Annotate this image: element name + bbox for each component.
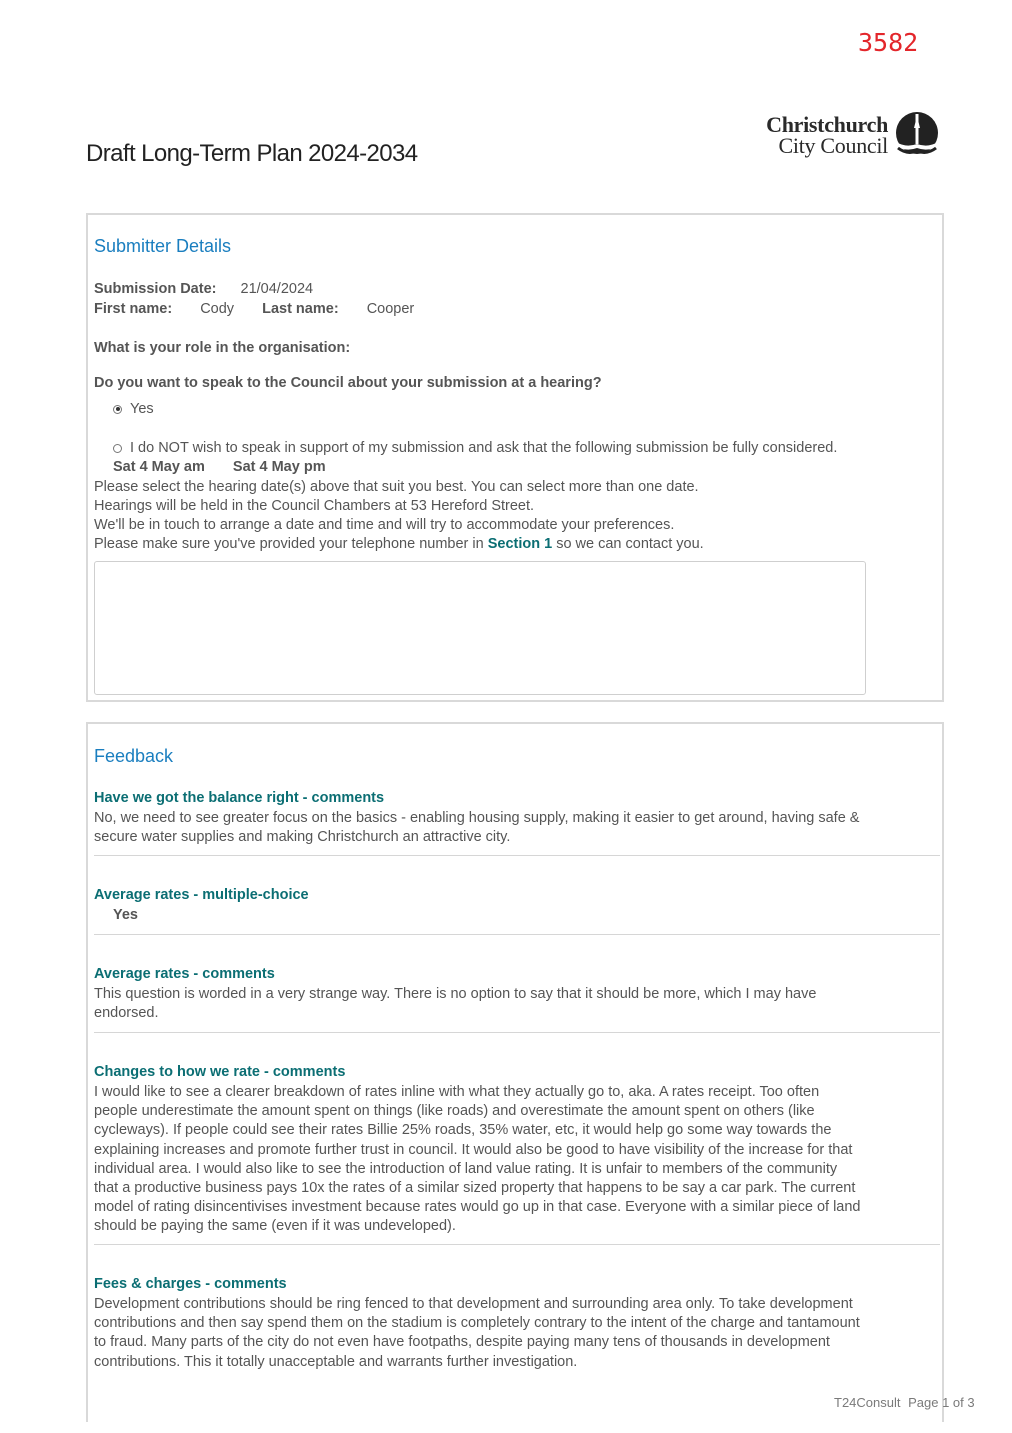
feedback-answer: No, we need to see greater focus on the basics - enabling housing supply, making it easier to get around, having safe & secure water supplies and making Christchurch an attractive city. xyxy=(94,810,860,846)
option-no-label: I do NOT wish to speak in support of my submission and ask that the following submission be fully considered. xyxy=(130,440,838,456)
first-name-value: Cody xyxy=(200,301,235,317)
hearing-info-4 xyxy=(94,536,704,552)
section-1-link[interactable]: Section 1 xyxy=(487,536,553,552)
cathedral-logo-icon xyxy=(894,112,940,158)
feedback-answer: Development contributions should be ring fenced to that development and surrounding area only. To take development contributions and then say spend them on the stadium is completely contrary to the intent of the charge and tantamount to fraud. Many parts of the city do not even have footpaths, despite paying many tens of thousands in development contributions. This it totally unacceptable and warrants further investigation. xyxy=(94,1296,860,1370)
footer-system: T24Consult xyxy=(834,1395,901,1410)
hearing-date-pm: Sat 4 May pm xyxy=(232,459,326,475)
feedback-panel xyxy=(86,722,944,1422)
hearing-info-4-post: so we can contact you. xyxy=(552,536,704,552)
submitter-details-panel xyxy=(86,213,944,702)
first-name-label: First name: xyxy=(94,301,173,317)
page-footer xyxy=(834,1395,975,1410)
page-number: 3582 xyxy=(858,28,919,57)
feedback-question: Have we got the balance right - comments xyxy=(94,790,385,806)
hearing-dates xyxy=(113,459,326,475)
hearing-notes-textarea[interactable] xyxy=(94,561,866,695)
document-title: Draft Long-Term Plan 2024-2034 xyxy=(86,140,418,167)
radio-no-icon[interactable] xyxy=(113,444,122,453)
hearing-date-am: Sat 4 May am xyxy=(113,459,205,475)
feedback-divider xyxy=(94,855,940,856)
logo-line-2: City Council xyxy=(778,133,888,158)
feedback-divider xyxy=(94,934,940,935)
submission-date-row xyxy=(94,281,313,297)
feedback-divider xyxy=(94,1032,940,1033)
role-question: What is your role in the organisation: xyxy=(94,340,351,356)
hearing-question: Do you want to speak to the Council about your submission at a hearing? xyxy=(94,375,602,391)
feedback-question: Average rates - comments xyxy=(94,966,275,982)
feedback-answer: I would like to see a clearer breakdown of rates inline with what they actually go to, aka. A rates receipt. Too often people underestimate the amount spent on things (like roads) and overestimate the amount spent on others (like cycleways). If people could see their rates Billie 25% roads, 35% water, etc, it would help go some way towards the explaining increases and promote further trust in council. It would also be good to have visibility of the increase for that individual area. I would also like to see the introduction of land value rating. It is unfair to members of the community that a productive business pays 10x the rates of a similar sized property that happens to be say a car park. The current model of rating disincentivises investment because rates would go up in that case. Everyone with a similar piece of land should be paying the same (even if it was undeveloped). xyxy=(94,1084,861,1235)
hearing-info-3: We'll be in touch to arrange a date and time and will try to accommodate your preferences. xyxy=(94,517,675,533)
feedback-divider xyxy=(94,1244,940,1245)
submitter-details-heading: Submitter Details xyxy=(94,236,232,256)
logo-line-1: Christchurch xyxy=(766,112,888,137)
hearing-option-yes[interactable] xyxy=(113,401,154,417)
option-yes-label: Yes xyxy=(130,401,154,417)
feedback-question: Fees & charges - comments xyxy=(94,1276,287,1292)
council-logo xyxy=(744,112,944,164)
last-name-label: Last name: xyxy=(262,301,339,317)
submission-date-value: 21/04/2024 xyxy=(240,281,314,297)
name-row xyxy=(94,301,414,317)
last-name-value: Cooper xyxy=(366,301,415,317)
feedback-question: Average rates - multiple-choice xyxy=(94,887,309,903)
footer-page: Page 1 of 3 xyxy=(908,1395,975,1410)
radio-yes-icon[interactable] xyxy=(113,405,122,414)
submission-date-label: Submission Date: xyxy=(94,281,217,297)
feedback-question: Changes to how we rate - comments xyxy=(94,1064,346,1080)
hearing-info-1: Please select the hearing date(s) above that suit you best. You can select more than one date. xyxy=(94,479,699,495)
feedback-answer: Yes xyxy=(113,907,138,923)
feedback-answer: This question is worded in a very strange way. There is no option to say that it should be more, which I may have endorsed. xyxy=(94,986,817,1022)
hearing-option-no[interactable] xyxy=(113,440,837,456)
hearing-info-4-pre: Please make sure you've provided your telephone number in xyxy=(94,536,488,552)
feedback-heading: Feedback xyxy=(94,746,174,766)
hearing-info-2: Hearings will be held in the Council Chambers at 53 Hereford Street. xyxy=(94,498,535,514)
